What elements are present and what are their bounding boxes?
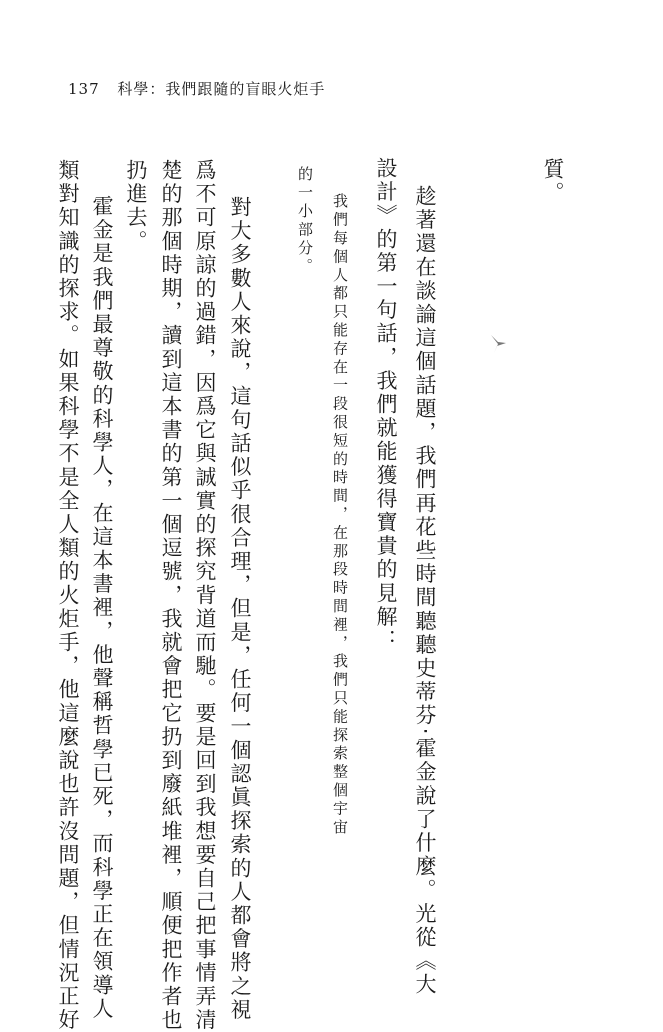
text-column: 對大多數人來說，這句話似乎很合理，但是，任何一個認眞探索的人都會將之視: [228, 196, 252, 1022]
text-column: 霍金是我們最尊敬的科學人，在這本書裡，他聲稱哲學已死，而科學正在領導人: [90, 195, 114, 1021]
running-header: [68, 78, 325, 99]
bird-ornament-icon: [486, 333, 508, 355]
text-column: 爲不可原諒的過錯，因爲它與誠實的探究背道而馳。要是回到我想要自己把事情弄清: [193, 159, 217, 1032]
quote-column: 我們每個人都只能存在一段很短的時間，在那段時間裡，我們只能探索整個宇宙: [331, 193, 349, 837]
page-number: 137: [68, 80, 100, 98]
text-column: 類對知識的探求。如果科學不是全人類的火炬手，他這麼說也許沒問題，但情況正好: [56, 159, 80, 1032]
quote-column: 的一小部分。: [296, 166, 314, 277]
text-column: 扔進去。: [124, 159, 148, 254]
chapter-title: 科學：我們跟隨的盲眼火炬手: [117, 80, 326, 98]
text-column: 設計》的第一句話，我們就能獲得寶貴的見解：: [374, 157, 398, 653]
text-column: 質。: [541, 158, 565, 206]
text-column: 趁著還在談論這個話題，我們再花些時間聽聽史蒂芬‧霍金說了什麼。光從《大: [413, 185, 437, 997]
text-column: 楚的那個時期，讀到這本書的第一個逗號，我就會把它扔到廢紙堆裡，順便把作者也: [159, 159, 183, 1032]
